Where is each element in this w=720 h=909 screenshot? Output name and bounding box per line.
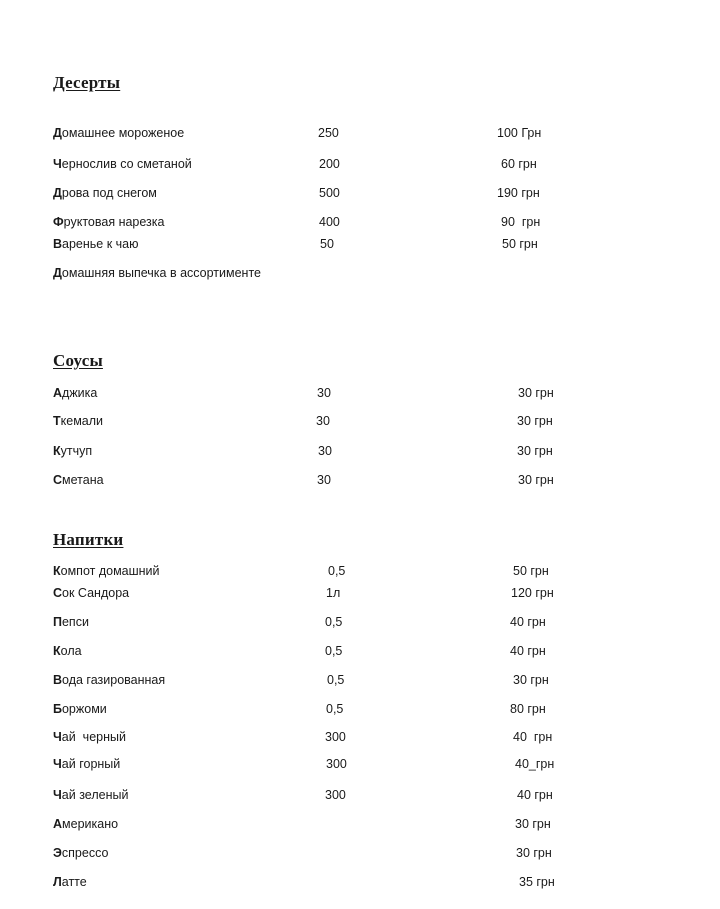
- item-price: 120 грн: [511, 586, 554, 600]
- menu-row: [0, 845, 720, 861]
- menu-row: [0, 701, 720, 717]
- item-name: Дрова под снегом: [53, 186, 157, 200]
- item-name: Чернослив со сметаной: [53, 157, 192, 171]
- menu-row: [0, 214, 720, 230]
- menu-row: [0, 672, 720, 688]
- menu-row: [0, 643, 720, 659]
- item-name: Кола: [53, 644, 82, 658]
- item-qty: 400: [319, 215, 340, 229]
- menu-row: [0, 443, 720, 459]
- item-name: Ткемали: [53, 414, 104, 428]
- item-name: Латте: [53, 875, 87, 889]
- item-price: 40_грн: [515, 757, 555, 771]
- item-name: Домашнее мороженое: [53, 126, 185, 140]
- item-name: Домашняя выпечка в ассортименте: [53, 266, 261, 280]
- item-name: Аджика: [53, 386, 98, 400]
- menu-row: [0, 563, 720, 579]
- menu-row: [0, 787, 720, 803]
- item-price: 80 грн: [510, 702, 546, 716]
- item-qty: 300: [325, 730, 346, 744]
- menu-row: [0, 614, 720, 630]
- item-name: Кутчуп: [53, 444, 93, 458]
- item-qty: 300: [325, 788, 346, 802]
- section-title-sauces: Соусы: [53, 351, 103, 370]
- item-name: Чай зеленый: [53, 788, 129, 802]
- item-qty: 250: [318, 126, 339, 140]
- item-price: 30 грн: [516, 846, 552, 860]
- menu-row: [0, 874, 720, 890]
- item-price: 30 грн: [513, 673, 549, 687]
- item-price: 100 Грн: [497, 126, 542, 140]
- menu-row: [0, 729, 720, 745]
- item-price: 190 грн: [497, 186, 540, 200]
- menu-row: [0, 756, 720, 772]
- item-qty: 1л: [326, 586, 341, 600]
- menu-row: [0, 472, 720, 488]
- item-name: Варенье к чаю: [53, 237, 139, 251]
- item-price: 30 грн: [517, 414, 553, 428]
- item-name: Фруктовая нарезка: [53, 215, 165, 229]
- item-price: 30 грн: [518, 386, 554, 400]
- item-qty: 0,5: [325, 615, 343, 629]
- item-price: 60 грн: [501, 157, 537, 171]
- item-price: 40 грн: [517, 788, 553, 802]
- item-qty: 30: [318, 444, 332, 458]
- item-qty: 500: [319, 186, 340, 200]
- item-qty: 300: [326, 757, 347, 771]
- item-name: Сок Сандора: [53, 586, 130, 600]
- item-price: 50 грн: [513, 564, 549, 578]
- item-qty: 0,5: [325, 644, 343, 658]
- menu-row: [0, 585, 720, 601]
- item-qty: 30: [317, 473, 331, 487]
- item-name: Американо: [53, 817, 119, 831]
- item-price: 40 грн: [513, 730, 553, 744]
- item-name: Пепси: [53, 615, 89, 629]
- item-name: Вода газированная: [53, 673, 166, 687]
- item-price: 40 грн: [510, 644, 546, 658]
- item-qty: 30: [316, 414, 330, 428]
- item-qty: 0,5: [326, 702, 344, 716]
- item-qty: 0,5: [328, 564, 346, 578]
- menu-row: [0, 413, 720, 429]
- item-price: 40 грн: [510, 615, 546, 629]
- item-price: 35 грн: [519, 875, 555, 889]
- item-price: 30 грн: [518, 473, 554, 487]
- item-name: Боржоми: [53, 702, 107, 716]
- menu-row: [0, 385, 720, 401]
- menu-row: [0, 236, 720, 252]
- item-qty: 50: [320, 237, 334, 251]
- item-name: Эспрессо: [53, 846, 109, 860]
- section-title-drinks: Напитки: [53, 530, 124, 549]
- item-price: 50 грн: [502, 237, 538, 251]
- item-qty: 0,5: [327, 673, 345, 687]
- menu-row: [0, 156, 720, 172]
- item-price: 30 грн: [517, 444, 553, 458]
- item-name: Компот домашний: [53, 564, 160, 578]
- menu-row: [0, 185, 720, 201]
- item-qty: 200: [319, 157, 340, 171]
- menu-row: [0, 125, 720, 141]
- item-name: Чай черный: [53, 730, 126, 744]
- section-title-desserts: Десерты: [53, 73, 121, 92]
- menu-row: [0, 816, 720, 832]
- item-name: Чай горный: [53, 757, 121, 771]
- item-qty: 30: [317, 386, 331, 400]
- item-name: Сметана: [53, 473, 104, 487]
- item-price: 90 грн: [501, 215, 541, 229]
- item-price: 30 грн: [515, 817, 551, 831]
- menu-row: [0, 265, 720, 281]
